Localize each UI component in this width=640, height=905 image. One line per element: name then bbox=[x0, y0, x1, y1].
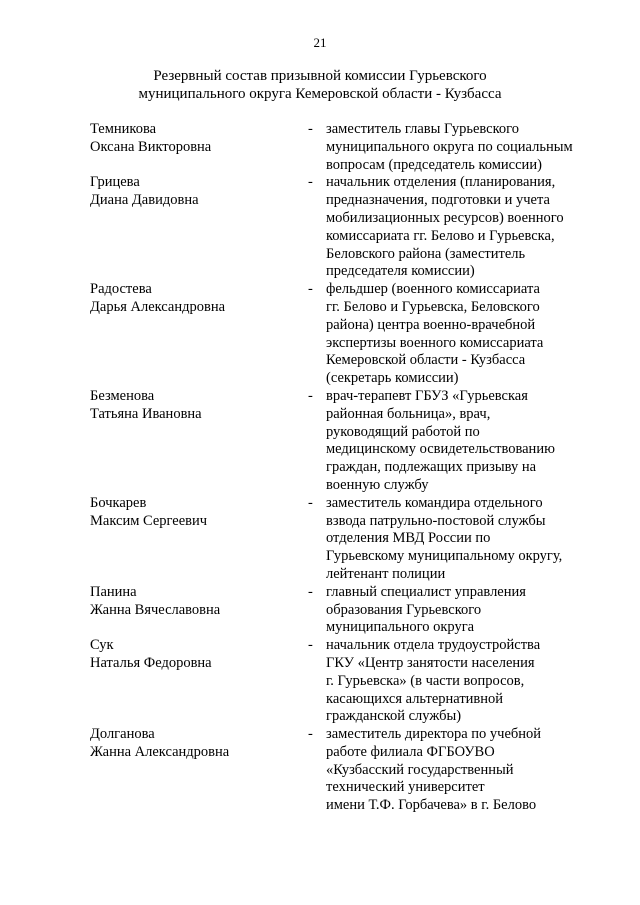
duty-line: заместитель главы Гурьевского bbox=[326, 121, 519, 137]
duty-line: муниципального округа bbox=[326, 619, 475, 636]
duty-line: (секретарь комиссии) bbox=[326, 370, 459, 387]
member-duty bbox=[326, 388, 590, 495]
member-entry bbox=[90, 584, 590, 637]
duty-line: начальник отделения (планирования, bbox=[326, 174, 556, 191]
title-line-1: Резервный состав призывной комиссии Гурьевского bbox=[153, 68, 487, 84]
separator-dash: - bbox=[308, 174, 313, 191]
separator-dash: - bbox=[308, 387, 313, 404]
duty-line: экспертизы военного комиссариата bbox=[326, 334, 544, 351]
member-entry bbox=[90, 388, 590, 495]
duty-line: Кемеровской области - Кузбасса bbox=[326, 352, 526, 369]
member-name bbox=[90, 726, 300, 762]
separator-dash: - bbox=[308, 494, 313, 511]
duty-line: мобилизационных ресурсов) военного bbox=[326, 209, 564, 226]
member-list bbox=[90, 121, 590, 815]
duty-line: руководящий работой по bbox=[326, 423, 480, 440]
member-surname: Бочкарев bbox=[90, 494, 147, 511]
duty-line: имени Т.Ф. Горбачева» в г. Белово bbox=[326, 797, 537, 814]
separator-dash: - bbox=[308, 281, 313, 298]
member-duty bbox=[326, 281, 590, 388]
member-entry bbox=[90, 637, 590, 726]
member-surname: Сук bbox=[90, 637, 114, 654]
member-given-name: Наталья Федоровна bbox=[90, 654, 212, 671]
duty-line: гг. Белово и Гурьевска, Беловского bbox=[326, 298, 540, 315]
member-entry bbox=[90, 726, 590, 815]
member-name bbox=[90, 388, 300, 424]
member-name bbox=[90, 121, 300, 157]
separator-dash: - bbox=[308, 726, 313, 743]
member-surname: Темникова bbox=[90, 121, 157, 137]
duty-line: технический университет bbox=[326, 779, 485, 796]
duty-line: врач-терапевт ГБУЗ «Гурьевская bbox=[326, 387, 528, 404]
member-surname: Грицева bbox=[90, 174, 140, 191]
duty-line: главный специалист управления bbox=[326, 583, 526, 600]
member-duty bbox=[326, 584, 590, 637]
member-surname: Панина bbox=[90, 583, 137, 600]
member-name bbox=[90, 281, 300, 317]
duty-line: образования Гурьевского bbox=[326, 601, 482, 618]
member-given-name: Жанна Вячеславовна bbox=[90, 601, 221, 618]
member-given-name: Максим Сергеевич bbox=[90, 512, 208, 529]
duty-line: граждан, подлежащих призыву на bbox=[326, 459, 537, 476]
duty-line: военную службу bbox=[326, 476, 429, 493]
duty-line: отделения МВД России по bbox=[326, 530, 491, 547]
member-given-name: Жанна Александровна bbox=[90, 743, 230, 760]
duty-line: работе филиала ФГБОУВО bbox=[326, 743, 495, 760]
member-duty bbox=[326, 637, 590, 726]
member-given-name: Дарья Александровна bbox=[90, 298, 226, 315]
duty-line: предназначения, подготовки и учета bbox=[326, 192, 550, 209]
duty-line: района) центра военно-врачебной bbox=[326, 316, 536, 333]
member-name bbox=[90, 174, 300, 210]
duty-line: комиссариата гг. Белово и Гурьевска, bbox=[326, 227, 555, 244]
member-entry bbox=[90, 174, 590, 281]
member-duty bbox=[326, 121, 590, 174]
duty-line: Беловского района (заместитель bbox=[326, 245, 526, 262]
member-name bbox=[90, 637, 300, 673]
member-surname: Безменова bbox=[90, 387, 155, 404]
member-entry bbox=[90, 495, 590, 584]
duty-line: муниципального округа по социальным bbox=[326, 138, 573, 155]
duty-line: начальник отдела трудоустройства bbox=[326, 637, 541, 654]
duty-line: фельдшер (военного комиссариата bbox=[326, 281, 540, 298]
separator-dash: - bbox=[308, 121, 313, 137]
member-duty bbox=[326, 174, 590, 281]
duty-line: «Кузбасский государственный bbox=[326, 761, 514, 778]
member-duty bbox=[326, 726, 590, 815]
separator-dash: - bbox=[308, 637, 313, 654]
duty-line: районная больница», врач, bbox=[326, 405, 491, 422]
duty-line: лейтенант полиции bbox=[326, 565, 446, 582]
duty-line: касающихся альтернативной bbox=[326, 690, 504, 707]
title-line-2: муниципального округа Кемеровской области - Кузбасса bbox=[138, 86, 502, 102]
member-entry bbox=[90, 281, 590, 388]
duty-line: взвода патрульно-постовой службы bbox=[326, 512, 546, 529]
duty-line: гражданской службы) bbox=[326, 708, 462, 725]
member-entry bbox=[90, 121, 590, 174]
member-surname: Долганова bbox=[90, 726, 155, 743]
member-surname: Радостева bbox=[90, 281, 152, 298]
member-name bbox=[90, 584, 300, 620]
member-given-name: Оксана Викторовна bbox=[90, 138, 212, 155]
duty-line: медицинскому освидетельствованию bbox=[326, 441, 555, 458]
duty-line: председателя комиссии) bbox=[326, 263, 475, 280]
member-given-name: Диана Давидовна bbox=[90, 192, 199, 209]
duty-line: ГКУ «Центр занятости населения bbox=[326, 654, 535, 671]
separator-dash: - bbox=[308, 583, 313, 600]
duty-line: Гурьевскому муниципальному округу, bbox=[326, 548, 563, 565]
duty-line: заместитель командира отдельного bbox=[326, 494, 543, 511]
member-given-name: Татьяна Ивановна bbox=[90, 405, 202, 422]
duty-line: заместитель директора по учебной bbox=[326, 726, 542, 743]
duty-line: вопросам (председатель комиссии) bbox=[326, 156, 542, 173]
member-duty bbox=[326, 495, 590, 584]
page-number: 21 bbox=[313, 35, 327, 50]
duty-line: г. Гурьевска» (в части вопросов, bbox=[326, 672, 525, 689]
member-name bbox=[90, 495, 300, 531]
document-title bbox=[0, 67, 640, 103]
